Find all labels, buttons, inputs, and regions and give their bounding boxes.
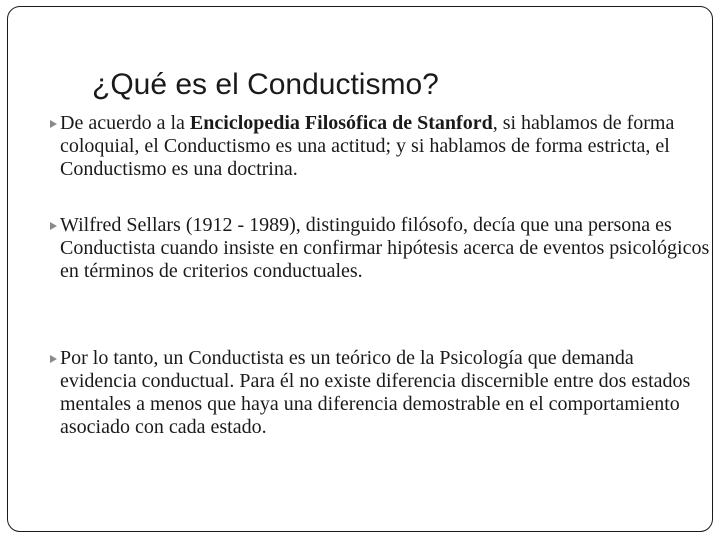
bullet-text-pre: De acuerdo a la <box>60 112 190 134</box>
bullet-text-source: Enciclopedia Filosófica de Stanford <box>189 112 493 134</box>
slide-frame <box>7 6 713 532</box>
bullet-item <box>38 347 710 439</box>
bullet-text-post: , si hablamos de forma coloquial, el Conductismo es una actitud; y si hablamos de forma estricta, el Conductismo es una doctrina. <box>60 112 675 180</box>
bullet-text: Wilfred Sellars (1912 - 1989), distinguido filósofo, decía que una persona es Conductista cuando insiste en confirmar hipótesis acerca de eventos psicológicos en términos de criterios conductuales. <box>60 214 710 282</box>
slide-title: ¿Qué es el Conductismo? <box>92 68 439 101</box>
bullet-text: Por lo tanto, un Conductista es un teórico de la Psicología que demanda evidencia conductual. Para él no existe diferencia discernible entre dos estados mentales a menos que haya una diferencia demostrable en el comportamiento asociado con cada estado. <box>60 347 691 438</box>
bullet-list <box>38 112 710 438</box>
bullet-item <box>38 112 710 181</box>
arrow-right-icon <box>50 222 57 230</box>
bullet-item <box>38 214 710 283</box>
arrow-right-icon <box>50 120 57 128</box>
bullet-text <box>60 112 710 181</box>
arrow-right-icon <box>50 355 57 363</box>
